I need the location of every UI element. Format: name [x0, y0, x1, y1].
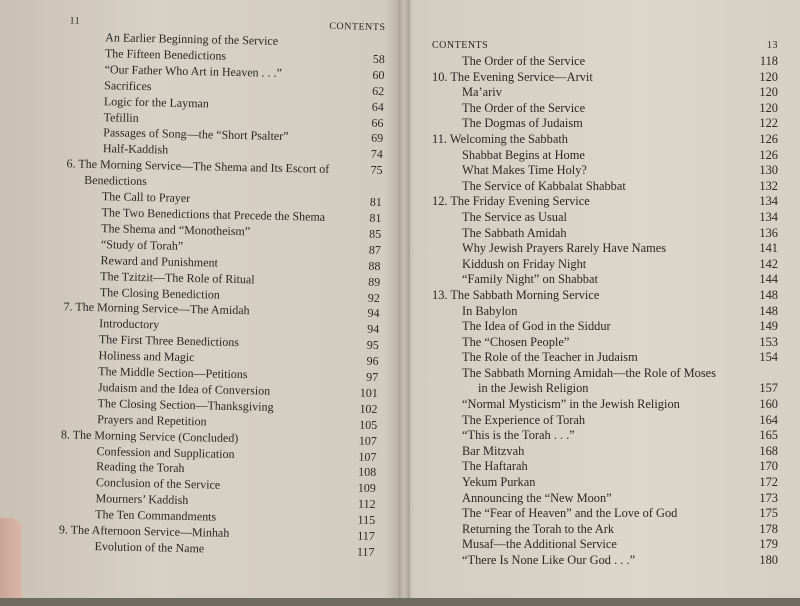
- entry-page-number: 88: [362, 258, 380, 274]
- entry-page-number: 101: [354, 385, 378, 401]
- section-entry: [432, 85, 778, 101]
- entry-title: 8. The Morning Service (Concluded): [61, 427, 239, 447]
- entry-title: What Makes Time Holy?: [432, 163, 587, 179]
- entry-title: The Dogmas of Judaism: [432, 116, 583, 132]
- entry-page-number: 122: [753, 116, 778, 132]
- entry-title: The Service as Usual: [432, 210, 567, 226]
- entry-title: The Fifteen Benedictions: [69, 45, 227, 64]
- section-entry: [432, 304, 778, 320]
- section-entry: [432, 381, 778, 397]
- entry-title: “There Is None Like Our God . . .”: [432, 553, 635, 569]
- entry-page-number: 154: [753, 350, 778, 366]
- entry-page-number: 168: [753, 444, 778, 460]
- entry-page-number: 66: [365, 115, 383, 131]
- entry-page-number: 134: [753, 194, 778, 210]
- entry-title: The First Three Benedictions: [63, 332, 239, 352]
- section-entry: [432, 257, 778, 273]
- entry-title: The Two Benedictions that Precede the Shema: [65, 204, 325, 225]
- chapter-entry: [432, 194, 778, 210]
- entry-page-number: 179: [753, 537, 778, 553]
- entry-title: Tefillin: [67, 109, 138, 126]
- entry-page-number: 62: [366, 83, 384, 99]
- entry-page-number: 142: [753, 257, 778, 273]
- section-entry: [432, 428, 778, 444]
- entry-page-number: 85: [363, 227, 381, 243]
- chapter-entry: [432, 70, 778, 86]
- entry-title: Bar Mitzvah: [432, 444, 524, 460]
- entry-title: Benedictions: [66, 173, 147, 191]
- entry-page-number: 148: [753, 304, 778, 320]
- entry-title: The Haftarah: [432, 459, 528, 475]
- entry-title: Confession and Supplication: [60, 443, 234, 463]
- chapter-entry: [432, 288, 778, 304]
- entry-title: The Service of Kabbalat Shabbat: [432, 179, 626, 195]
- entry-title: “Our Father Who Art in Heaven . . .”: [68, 61, 282, 81]
- section-entry: [432, 366, 778, 382]
- section-entry: [432, 397, 778, 413]
- entry-title: 12. The Friday Evening Service: [432, 194, 590, 210]
- entry-page-number: 132: [753, 179, 778, 195]
- entry-title: Conclusion of the Service: [60, 475, 221, 494]
- entry-title: “Family Night” on Shabbat: [432, 272, 598, 288]
- entry-title: Judaism and the Idea of Conversion: [62, 379, 271, 399]
- left-page-number: 11: [69, 15, 80, 26]
- section-entry: [432, 537, 778, 553]
- entry-title: Announcing the “New Moon”: [432, 491, 612, 507]
- entry-page-number: 126: [753, 148, 778, 164]
- entry-page-number: 157: [753, 381, 778, 397]
- entry-title: In Babylon: [432, 304, 517, 320]
- entry-page-number: 172: [753, 475, 778, 491]
- entry-page-number: 96: [360, 354, 378, 370]
- entry-title: The Idea of God in the Siddur: [432, 319, 611, 335]
- entry-title: The “Chosen People”: [432, 335, 569, 351]
- entry-title: Reading the Torah: [60, 459, 185, 478]
- section-entry: [432, 272, 778, 288]
- entry-title: 13. The Sabbath Morning Service: [432, 288, 599, 304]
- entry-title: “Study of Torah”: [65, 236, 184, 254]
- section-entry: [432, 116, 778, 132]
- entry-title: Returning the Torah to the Ark: [432, 522, 614, 538]
- entry-page-number: 117: [351, 529, 375, 545]
- entry-page-number: 180: [753, 553, 778, 569]
- entry-title: Why Jewish Prayers Rarely Have Names: [432, 241, 666, 257]
- entry-page-number: 58: [367, 52, 385, 68]
- entry-page-number: 120: [753, 101, 778, 117]
- left-contents-list: [58, 29, 385, 560]
- entry-page-number: 115: [351, 513, 375, 529]
- entry-title: 11. Welcoming the Sabbath: [432, 132, 568, 148]
- entry-page-number: 94: [361, 322, 379, 338]
- entry-page-number: 120: [753, 70, 778, 86]
- entry-title: Reward and Punishment: [64, 252, 218, 271]
- entry-page-number: 89: [362, 274, 380, 290]
- section-entry: [432, 210, 778, 226]
- entry-page-number: 75: [364, 163, 382, 179]
- entry-title: An Earlier Beginning of the Service: [69, 29, 278, 49]
- entry-page-number: 160: [753, 397, 778, 413]
- entry-page-number: 74: [365, 147, 383, 163]
- section-entry: [432, 101, 778, 117]
- entry-title: “This is the Torah . . .”: [432, 428, 575, 444]
- entry-page-number: 69: [365, 131, 383, 147]
- entry-page-number: 148: [753, 288, 778, 304]
- entry-title: Sacrifices: [68, 77, 152, 95]
- entry-title: 6. The Morning Service—The Shema and Its Escort of: [66, 157, 329, 178]
- section-entry: [432, 506, 778, 522]
- entry-title: Half-Kaddish: [67, 141, 169, 159]
- entry-title: The Sabbath Amidah: [432, 226, 567, 242]
- section-entry: [432, 350, 778, 366]
- section-entry: [432, 319, 778, 335]
- chapter-entry: [432, 132, 778, 148]
- entry-title: The Role of the Teacher in Judaism: [432, 350, 638, 366]
- entry-title: Prayers and Repetition: [61, 411, 207, 430]
- entry-title: The Order of the Service: [432, 101, 585, 117]
- section-entry: [432, 148, 778, 164]
- entry-page-number: 144: [753, 272, 778, 288]
- entry-title: The Shema and “Monotheism”: [65, 220, 250, 240]
- entry-page-number: 164: [753, 413, 778, 429]
- entry-page-number: 87: [363, 242, 381, 258]
- entry-page-number: 170: [753, 459, 778, 475]
- right-page-number: 13: [767, 40, 778, 51]
- entry-title: 9. The Afternoon Service—Minhah: [59, 522, 230, 541]
- entry-title: Yekum Purkan: [432, 475, 535, 491]
- right-page-header: [432, 36, 778, 54]
- entry-page-number: 108: [352, 465, 376, 481]
- entry-title: The Closing Benediction: [64, 284, 220, 303]
- entry-page-number: 130: [753, 163, 778, 179]
- entry-page-number: 153: [753, 335, 778, 351]
- entry-page-number: 107: [353, 433, 377, 449]
- entry-page-number: 92: [362, 290, 380, 306]
- entry-page-number: 102: [353, 401, 377, 417]
- section-entry: [432, 459, 778, 475]
- entry-page-number: 165: [753, 428, 778, 444]
- entry-title: The Closing Section—Thanksgiving: [61, 395, 273, 415]
- section-entry: [432, 335, 778, 351]
- entry-title: The Tzitzit—The Role of Ritual: [64, 268, 255, 288]
- entry-page-number: 81: [364, 195, 382, 211]
- entry-page-number: 97: [360, 370, 378, 386]
- entry-page-number: 105: [353, 417, 377, 433]
- entry-title: The Ten Commandments: [59, 507, 216, 526]
- entry-page-number: 112: [352, 497, 376, 513]
- right-contents-list: [432, 54, 778, 569]
- entry-page-number: 141: [753, 241, 778, 257]
- entry-title: Passages of Song—the “Short Psalter”: [67, 125, 289, 146]
- entry-page-number: 134: [753, 210, 778, 226]
- entry-title: Holiness and Magic: [62, 348, 194, 367]
- section-entry: [432, 444, 778, 460]
- entry-title: Evolution of the Name: [58, 538, 204, 557]
- entry-page-number: 175: [753, 506, 778, 522]
- entry-title: Logic for the Layman: [68, 93, 209, 112]
- entry-title: The “Fear of Heaven” and the Love of God: [432, 506, 677, 522]
- section-entry: [432, 413, 778, 429]
- section-entry: [432, 179, 778, 195]
- entry-title: 7. The Morning Service—The Amidah: [63, 300, 249, 320]
- entry-title: 10. The Evening Service—Arvit: [432, 70, 593, 86]
- entry-title: The Middle Section—Petitions: [62, 363, 248, 383]
- section-entry: [432, 241, 778, 257]
- entry-title: Introductory: [63, 316, 159, 334]
- entry-page-number: 120: [753, 85, 778, 101]
- section-entry: [432, 553, 778, 569]
- section-entry: [432, 475, 778, 491]
- entry-title: Mourners’ Kaddish: [59, 491, 188, 510]
- finger-holding-page: [0, 518, 22, 598]
- entry-page-number: 109: [352, 481, 376, 497]
- section-entry: [432, 163, 778, 179]
- entry-page-number: 149: [753, 319, 778, 335]
- entry-title: Ma’ariv: [432, 85, 502, 101]
- entry-page-number: 173: [753, 491, 778, 507]
- left-running-head: CONTENTS: [329, 20, 385, 32]
- right-running-head: CONTENTS: [432, 40, 488, 51]
- entry-page-number: 136: [753, 226, 778, 242]
- entry-title: The Sabbath Morning Amidah—the Role of Moses: [432, 366, 716, 382]
- entry-title: in the Jewish Religion: [432, 381, 588, 397]
- entry-page-number: 95: [361, 338, 379, 354]
- entry-title: The Order of the Service: [432, 54, 585, 70]
- section-entry: [432, 54, 778, 70]
- entry-page-number: 64: [366, 99, 384, 115]
- entry-page-number: 60: [366, 68, 384, 84]
- entry-page-number: 117: [351, 544, 375, 560]
- entry-page-number: 81: [363, 211, 381, 227]
- entry-page-number: 178: [753, 522, 778, 538]
- entry-title: Musaf—the Additional Service: [432, 537, 617, 553]
- entry-page-number: 118: [754, 54, 778, 70]
- entry-page-number: 126: [753, 132, 778, 148]
- section-entry: [432, 226, 778, 242]
- section-entry: [432, 491, 778, 507]
- right-page: [408, 0, 800, 598]
- entry-title: Kiddush on Friday Night: [432, 257, 586, 273]
- entry-title: The Call to Prayer: [66, 188, 191, 207]
- entry-page-number: 107: [352, 449, 376, 465]
- entry-title: The Experience of Torah: [432, 413, 585, 429]
- section-entry: [432, 522, 778, 538]
- entry-page-number: 94: [361, 306, 379, 322]
- entry-title: “Normal Mysticism” in the Jewish Religion: [432, 397, 680, 413]
- entry-title: Shabbat Begins at Home: [432, 148, 585, 164]
